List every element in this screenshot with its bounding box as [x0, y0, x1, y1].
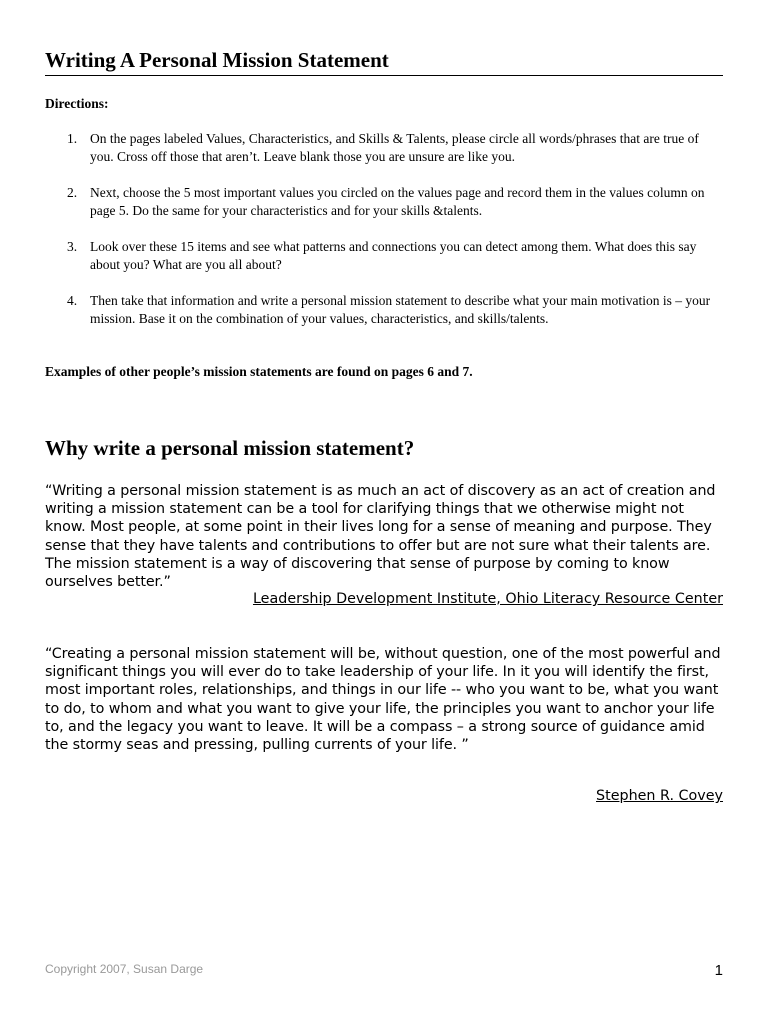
direction-item: [45, 184, 723, 220]
direction-item: [45, 292, 723, 328]
direction-number: 2.: [67, 185, 78, 200]
direction-item: [45, 238, 723, 274]
direction-text: Next, choose the 5 most important values you circled on the values page and record them in the values column on page 5. Do the same for your characteristics and for your skills &talents.: [90, 185, 705, 218]
quote-attribution: Stephen R. Covey: [596, 788, 723, 804]
page-number: 1: [714, 962, 723, 979]
direction-item: [45, 130, 723, 166]
page-title: Writing A Personal Mission Statement: [45, 47, 723, 76]
directions-list: [45, 130, 723, 346]
quote-text: “Writing a personal mission statement is as much an act of discovery as an act of creation and writing a mission statement can be a tool for clarifying things that we otherwise might not know. Most people, at some point in their lives long for a sense of meaning and purpose. They sense that they have talents and contributions to offer but are not sure what their talents are. The mission statement is a way of discovering that sense of purpose by coming to know ourselves better.”: [45, 483, 716, 591]
direction-number: 1.: [67, 131, 78, 146]
direction-text: On the pages labeled Values, Characteristics, and Skills & Talents, please circle all words/phrases that are true of you. Cross off those that aren’t. Leave blank those you are unsure are like you.: [90, 131, 699, 164]
direction-text: Then take that information and write a personal mission statement to describe what your main motivation is – your mission. Base it on the combination of your values, characteristics, and skills/talents.: [90, 293, 711, 326]
direction-number: 4.: [67, 293, 78, 308]
examples-note: Examples of other people’s mission statements are found on pages 6 and 7.: [45, 364, 473, 379]
section-heading: Why write a personal mission statement?: [45, 436, 415, 460]
footer-copyright: Copyright 2007, Susan Darge: [45, 962, 204, 976]
directions-label: Directions:: [45, 96, 109, 111]
quote-attribution: Leadership Development Institute, Ohio Literacy Resource Center: [252, 591, 723, 607]
direction-number: 3.: [67, 239, 78, 254]
direction-text: Look over these 15 items and see what patterns and connections you can detect among them. What does this say about you? What are you all about?: [90, 239, 697, 272]
quote-text: “Creating a personal mission statement will be, without question, one of the most powerful and significant things you will ever do to take leadership of your life. In it you will identify the first, most important roles, relationships, and things in our life -- who you want to be, what you want to do, to whom and what you want to give your life, the principles you want to anchor your life to, and the legacy you want to leave. It will be a compass – a strong source of guidance amid the stormy seas and pressing, pulling currents of your life. ”: [45, 646, 721, 754]
